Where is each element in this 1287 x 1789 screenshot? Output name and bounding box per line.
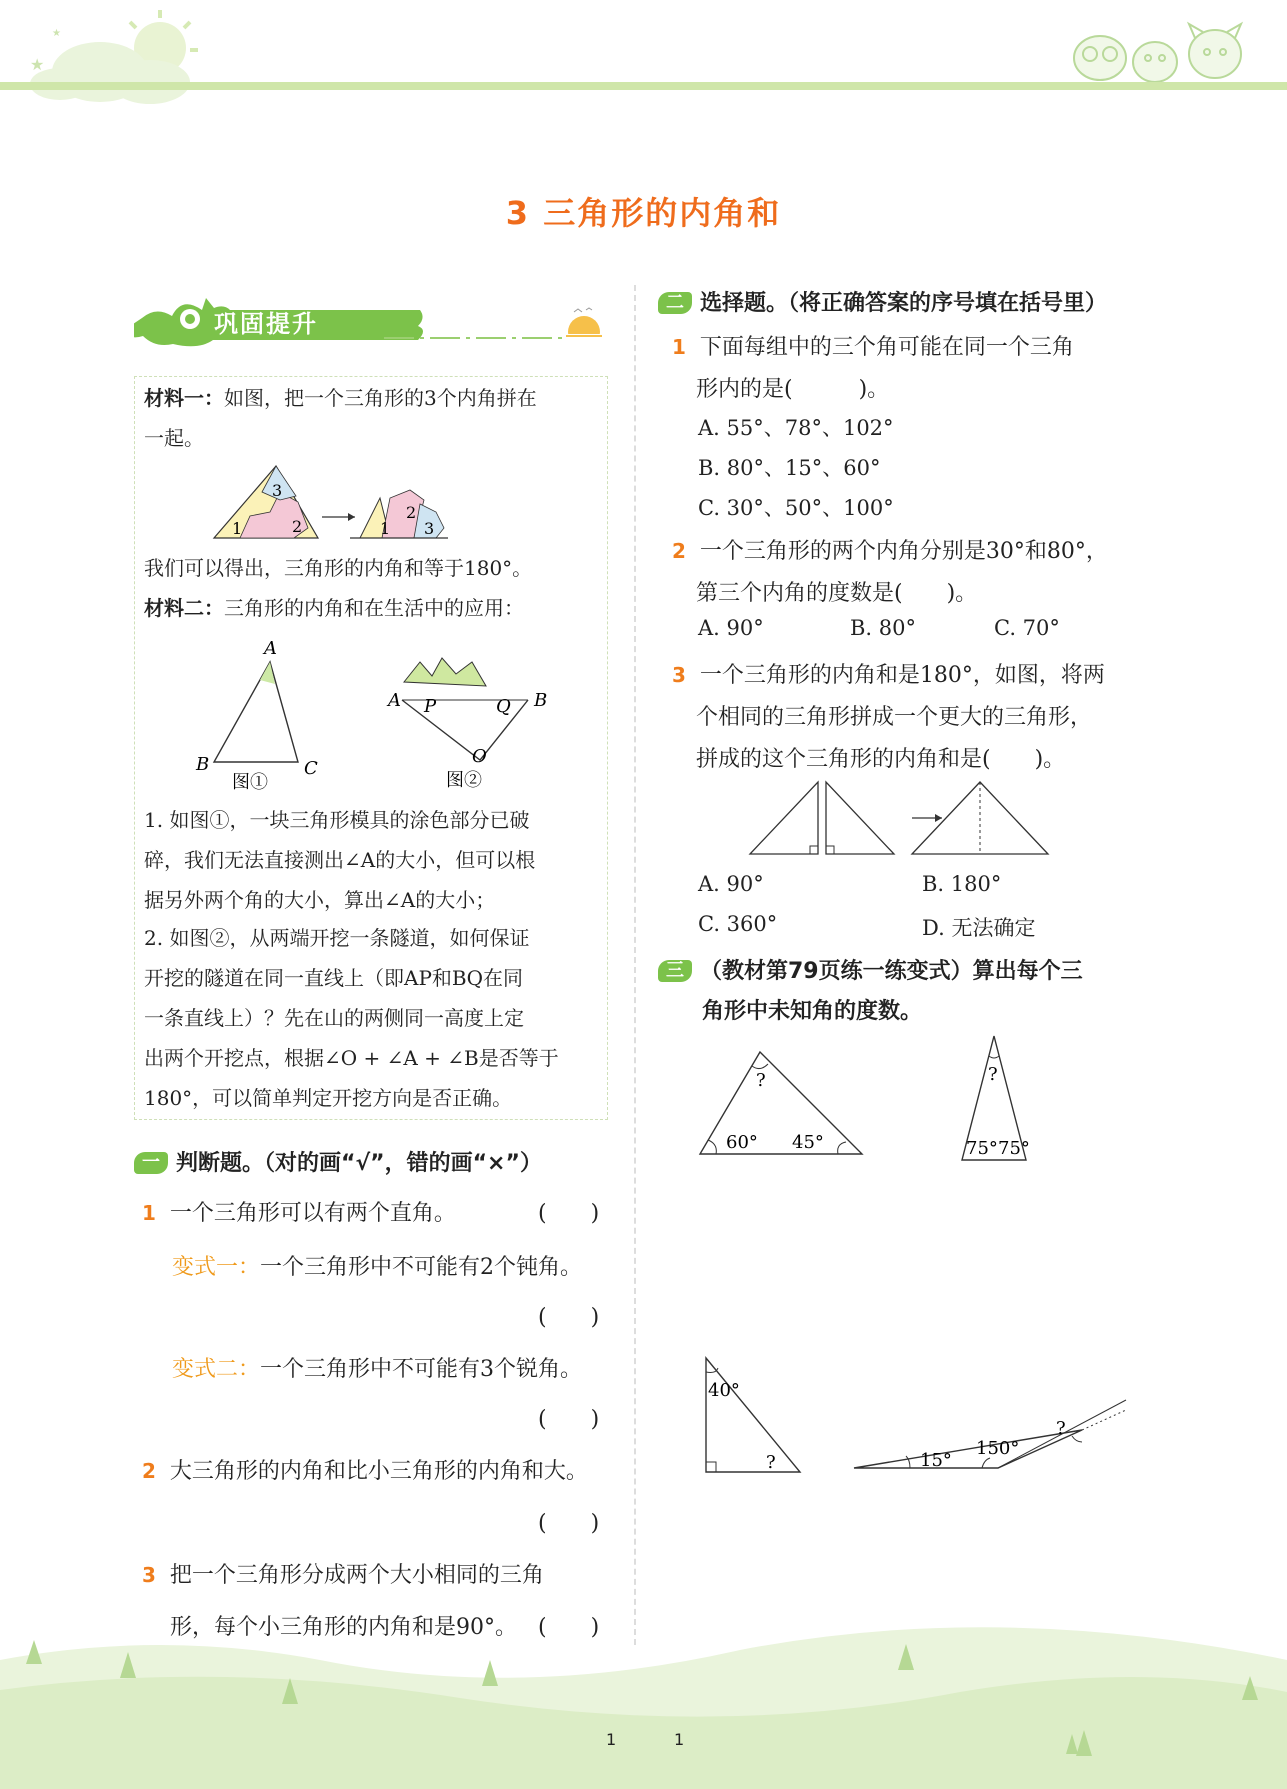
material-line: 出两个开挖点，根据∠O + ∠A + ∠B是否等于 xyxy=(144,1046,559,1070)
choice-q1: 1 下面每组中的三个角可能在同一个三角 xyxy=(672,335,1074,360)
option[interactable]: C. 70° xyxy=(994,616,1060,640)
angle-label: 75° xyxy=(998,1138,1030,1159)
option[interactable]: B. 80°、15°、60° xyxy=(698,456,881,480)
fig2-caption: 图② xyxy=(446,770,482,791)
piece-label: 1 xyxy=(380,519,391,538)
svg-text:★: ★ xyxy=(30,55,45,74)
fig2-vertex-q: Q xyxy=(496,696,511,717)
angle-label: 15° xyxy=(920,1450,952,1471)
angle-label: 75° xyxy=(966,1138,998,1159)
triangle-3 xyxy=(700,1354,804,1476)
option[interactable]: B. 80° xyxy=(850,616,917,640)
column-divider xyxy=(634,285,636,1645)
judge-q3-line2: 形，每个小三角形的内角和是90°。 xyxy=(170,1615,517,1640)
fig2-vertex-b: B xyxy=(534,690,548,711)
angle-label: 45° xyxy=(792,1132,824,1153)
material-line: 180°，可以简单判定开挖方向是否正确。 xyxy=(144,1086,513,1110)
answer-blank[interactable]: ( ) xyxy=(538,1201,600,1226)
judge-q1: 1 一个三角形可以有两个直角。 xyxy=(142,1201,456,1226)
choice-q1-line2: 形内的是( )。 xyxy=(696,377,890,402)
fig2-vertex-a: A xyxy=(388,690,401,711)
fig2-vertex-o: O xyxy=(472,746,487,767)
option[interactable]: D. 无法确定 xyxy=(922,916,1036,940)
unknown-angle: ? xyxy=(766,1452,776,1473)
triangle-1 xyxy=(694,1046,874,1158)
header-stripe xyxy=(0,82,1287,90)
triangles-combine-figure xyxy=(746,778,1056,858)
section-1-title: 一 判断题。（对的画“√”，错的画“×”） xyxy=(134,1146,542,1177)
banner-label: 巩固提升 xyxy=(214,310,318,338)
piece-label: 3 xyxy=(272,481,283,500)
material-1-line2: 一起。 xyxy=(144,426,204,450)
judge-q3: 3 把一个三角形分成两个大小相同的三角 xyxy=(142,1563,544,1588)
variant-2: 变式二：一个三角形中不可能有3个锐角。 xyxy=(172,1357,583,1382)
material-line: 2. 如图②，从两端开挖一条隧道，如何保证 xyxy=(144,926,530,950)
material-line: 1. 如图①，一块三角形模具的涂色部分已破 xyxy=(144,808,530,832)
material-line: 开挖的隧道在同一直线上（即AP和BQ在同 xyxy=(144,966,523,990)
triangle-2 xyxy=(954,1032,1034,1164)
angle-pieces-figure xyxy=(210,462,470,542)
fig1-vertex-c: C xyxy=(304,758,318,779)
choice-q2-line2: 第三个内角的度数是( )。 xyxy=(696,581,978,606)
page-number-right: 1 xyxy=(674,1730,685,1749)
conclusion-text: 我们可以得出，三角形的内角和等于180°。 xyxy=(144,556,533,580)
page-title: 3 三角形的内角和 xyxy=(505,194,782,232)
option[interactable]: A. 55°、78°、102° xyxy=(698,416,894,440)
choice-q3: 3 一个三角形的内角和是180°，如图，将两 xyxy=(672,663,1105,688)
section-badge: 三 xyxy=(658,960,692,982)
angle-label: 150° xyxy=(976,1438,1020,1459)
fig1-vertex-a: A xyxy=(264,638,277,659)
judge-q2: 2 大三角形的内角和比小三角形的内角和大。 xyxy=(142,1459,588,1484)
piece-label: 2 xyxy=(292,517,303,536)
unknown-angle: ? xyxy=(988,1064,998,1085)
answer-blank[interactable]: ( ) xyxy=(538,1305,600,1330)
triangle-4 xyxy=(850,1396,1130,1472)
option[interactable]: C. 360° xyxy=(698,912,778,936)
section-badge: 二 xyxy=(658,292,692,314)
piece-label: 2 xyxy=(406,503,417,522)
variant-1: 变式一：一个三角形中不可能有2个钝角。 xyxy=(172,1255,583,1280)
section-2-title: 二 选择题。（将正确答案的序号填在括号里） xyxy=(658,286,1107,317)
section-banner xyxy=(134,282,614,352)
fig1-caption: 图① xyxy=(232,772,268,792)
footer-landscape xyxy=(0,1620,1287,1789)
option[interactable]: A. 90° xyxy=(698,616,764,640)
option[interactable]: A. 90° xyxy=(698,872,764,896)
fig1-vertex-b: B xyxy=(196,754,210,775)
section-badge: 一 xyxy=(134,1152,168,1174)
piece-label: 1 xyxy=(232,519,243,538)
unknown-angle: ? xyxy=(756,1070,766,1091)
fig2-vertex-p: P xyxy=(424,696,437,717)
header-decoration xyxy=(0,0,1287,120)
material-line: 一条直线上）？先在山的两侧同一高度上定 xyxy=(144,1006,524,1030)
choice-q3-line3: 拼成的这个三角形的内角和是( )。 xyxy=(696,747,1066,772)
page-number-left: 1 xyxy=(606,1730,617,1749)
answer-blank[interactable]: ( ) xyxy=(538,1615,600,1640)
material-2-line: 材料二：三角形的内角和在生活中的应用： xyxy=(144,596,524,620)
animal-faces-icon xyxy=(1074,24,1241,82)
answer-blank[interactable]: ( ) xyxy=(538,1407,600,1432)
option[interactable]: C. 30°、50°、100° xyxy=(698,496,894,520)
choice-q2: 2 一个三角形的两个内角分别是30°和80°， xyxy=(672,539,1108,564)
material-line: 碎，我们无法直接测出∠A的大小，但可以根 xyxy=(144,848,536,872)
choice-q3-line2: 个相同的三角形拼成一个更大的三角形， xyxy=(696,705,1093,730)
unknown-angle: ? xyxy=(1056,1418,1066,1439)
svg-text:★: ★ xyxy=(52,28,61,39)
angle-label: 60° xyxy=(726,1132,758,1153)
piece-label: 3 xyxy=(424,519,435,538)
material-1-line1: 材料一：如图，把一个三角形的3个内角拼在 xyxy=(144,386,537,410)
angle-label: 40° xyxy=(708,1380,740,1401)
option[interactable]: B. 180° xyxy=(922,872,1002,896)
material-line: 据另外两个角的大小，算出∠A的大小； xyxy=(144,888,496,912)
figures-1-2 xyxy=(180,632,580,792)
section-3-title-line2: 角形中未知角的度数。 xyxy=(702,999,923,1024)
answer-blank[interactable]: ( ) xyxy=(538,1511,600,1536)
section-3-title: 三 （教材第79页练一练变式）算出每个三 xyxy=(658,954,1083,985)
